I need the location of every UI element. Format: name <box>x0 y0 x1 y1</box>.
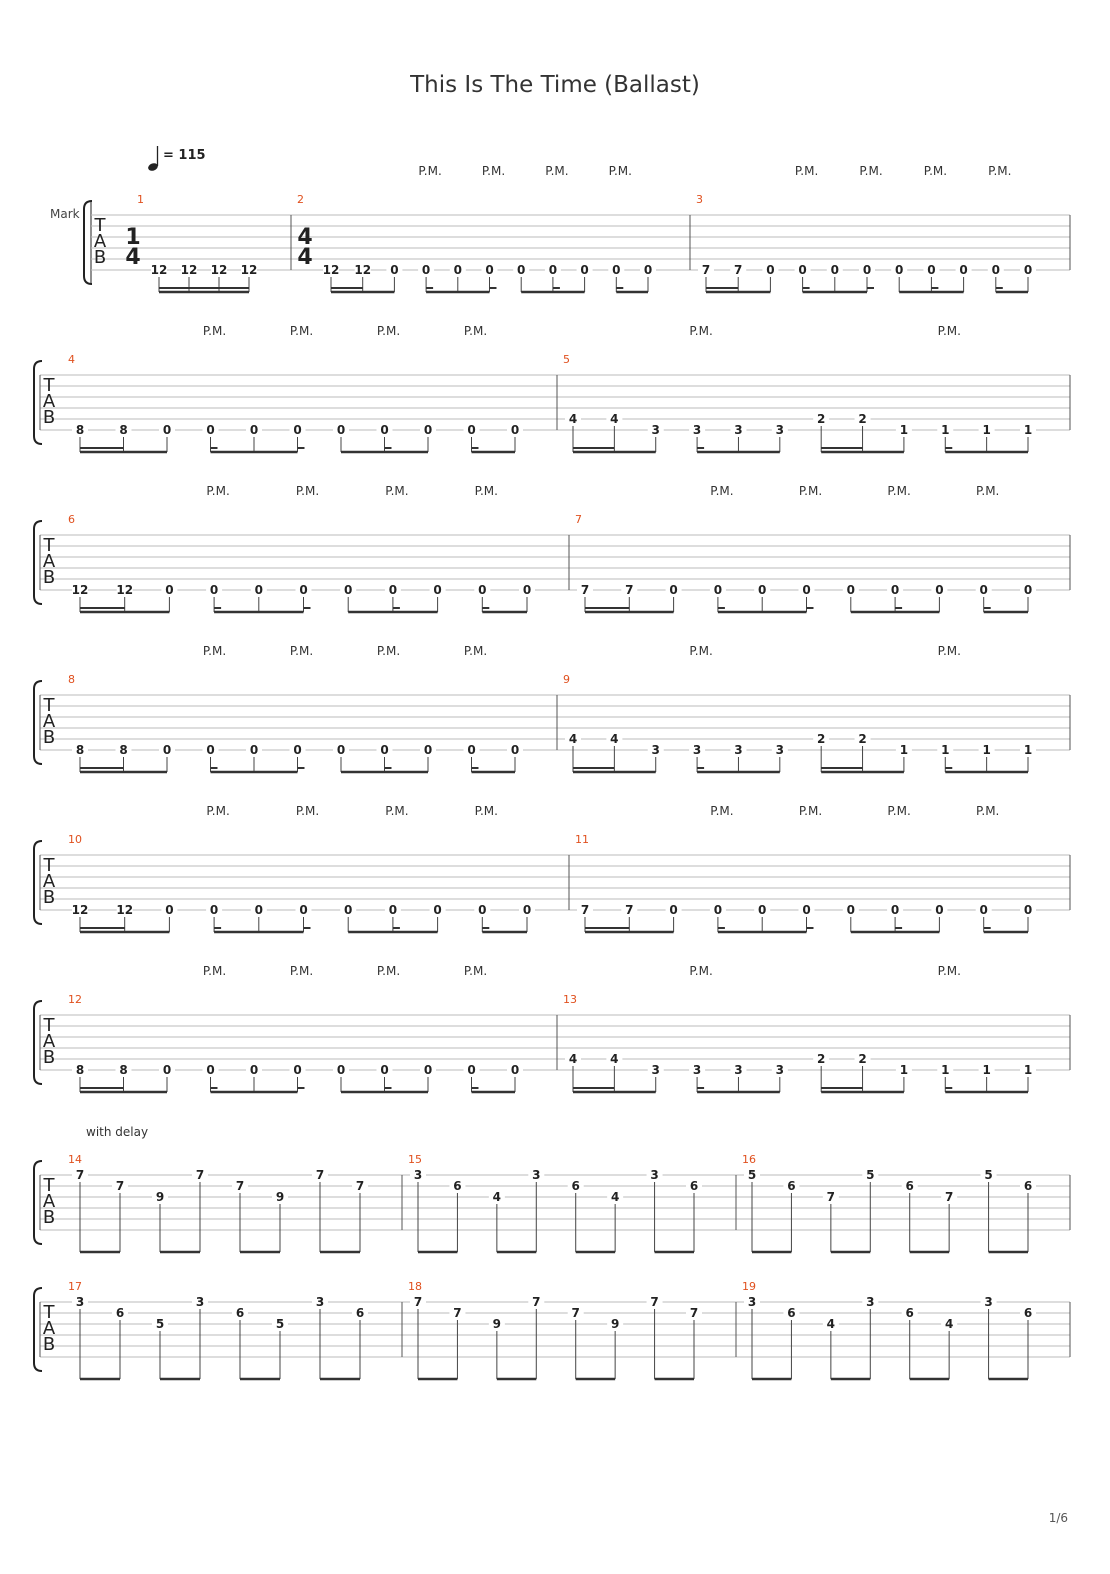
fret-number: 0 <box>830 263 839 277</box>
palm-mute-label: P.M. <box>376 644 401 658</box>
fret-number: 8 <box>119 743 128 757</box>
tempo-value: = 115 <box>163 148 206 163</box>
fret-number: 8 <box>119 423 128 437</box>
palm-mute-label: P.M. <box>608 164 632 178</box>
fret-number: 0 <box>798 263 807 277</box>
fret-number: 8 <box>119 1063 128 1077</box>
measure-number: 11 <box>575 833 589 846</box>
fret-number: 4 <box>944 1317 954 1331</box>
fret-number: 0 <box>254 903 263 917</box>
palm-mute-label: P.M. <box>206 484 230 498</box>
fret-number: 7 <box>944 1190 954 1204</box>
system-bracket <box>34 841 42 924</box>
fret-number: 3 <box>650 1168 659 1182</box>
palm-mute-label: P.M. <box>887 484 911 498</box>
fret-number: 5 <box>275 1317 285 1331</box>
palm-mute-label: P.M. <box>937 644 961 658</box>
fret-number: 0 <box>467 743 476 757</box>
tab-clef-letter: B <box>42 1334 56 1355</box>
measure-number: 2 <box>297 193 304 206</box>
tab-clef-letter: T <box>43 855 55 876</box>
tab-clef-letter: B <box>42 887 56 908</box>
fret-number: 0 <box>165 583 174 597</box>
measure-number: 17 <box>68 1280 82 1293</box>
fret-number: 0 <box>344 583 353 597</box>
fret-number: 6 <box>571 1179 580 1193</box>
fret-number: 6 <box>1023 1179 1033 1193</box>
fret-number: 9 <box>155 1190 165 1204</box>
fret-number: 1 <box>982 423 991 437</box>
fret-number: 6 <box>1023 1306 1033 1320</box>
fret-number: 1 <box>941 743 950 757</box>
fret-number: 0 <box>254 583 263 597</box>
fret-number: 4 <box>568 732 578 746</box>
system-bracket <box>34 681 42 764</box>
fret-number: 0 <box>890 903 900 917</box>
measure-number: 16 <box>742 1153 756 1166</box>
fret-number: 2 <box>817 412 826 426</box>
measure-number: 1 <box>137 193 144 206</box>
palm-mute-label: P.M. <box>710 804 734 818</box>
fret-number: 0 <box>935 583 944 597</box>
fret-number: 0 <box>522 583 532 597</box>
measure-number: 7 <box>575 513 582 526</box>
fret-number: 3 <box>651 1063 660 1077</box>
time-signature-denominator: 4 <box>125 245 141 270</box>
palm-mute-label: P.M. <box>859 164 883 178</box>
fret-number: 0 <box>206 423 215 437</box>
fret-number: 6 <box>235 1306 245 1320</box>
fret-number: 7 <box>689 1306 699 1320</box>
fret-number: 9 <box>610 1317 620 1331</box>
fret-number: 2 <box>858 412 867 426</box>
palm-mute-label: P.M. <box>295 484 320 498</box>
fret-number: 6 <box>787 1306 796 1320</box>
fret-number: 0 <box>421 263 431 277</box>
palm-mute-label: P.M. <box>887 804 911 818</box>
fret-number: 3 <box>651 423 660 437</box>
fret-number: 1 <box>899 423 909 437</box>
fret-number: 3 <box>775 423 784 437</box>
fret-number: 7 <box>580 903 590 917</box>
measure-number: 5 <box>563 353 570 366</box>
fret-number: 4 <box>610 412 619 426</box>
time-signature-numerator: 4 <box>297 225 313 250</box>
fret-number: 2 <box>817 732 826 746</box>
fret-number: 1 <box>941 1063 950 1077</box>
fret-number: 7 <box>571 1306 580 1320</box>
system-bracket <box>34 521 42 604</box>
palm-mute-label: P.M. <box>206 804 230 818</box>
palm-mute-label: P.M. <box>202 644 227 658</box>
palm-mute-label: P.M. <box>202 964 227 978</box>
fret-number: 0 <box>299 583 308 597</box>
fret-number: 0 <box>162 743 172 757</box>
fret-number: 12 <box>71 903 89 917</box>
fret-number: 1 <box>899 743 909 757</box>
fret-number: 1 <box>1023 1063 1033 1077</box>
tab-clef-letter: A <box>42 551 56 572</box>
tab-clef-letter: T <box>43 1175 55 1196</box>
fret-number: 7 <box>115 1179 125 1193</box>
tab-clef-letter: T <box>43 535 55 556</box>
fret-number: 12 <box>354 263 372 277</box>
fret-number: 7 <box>75 1168 85 1182</box>
fret-number: 2 <box>817 1052 826 1066</box>
fret-number: 6 <box>905 1179 914 1193</box>
fret-number: 0 <box>548 263 558 277</box>
palm-mute-label: P.M. <box>937 324 961 338</box>
fret-number: 7 <box>355 1179 365 1193</box>
fret-number: 0 <box>336 743 346 757</box>
fret-number: 7 <box>625 583 634 597</box>
system-bracket <box>34 1001 42 1084</box>
fret-number: 0 <box>423 743 433 757</box>
fret-number: 6 <box>689 1179 699 1193</box>
fret-number: 5 <box>155 1317 165 1331</box>
fret-number: 0 <box>580 263 589 277</box>
fret-number: 0 <box>380 1063 389 1077</box>
palm-mute-label: P.M. <box>481 164 506 178</box>
time-signature-denominator: 4 <box>297 245 313 270</box>
fret-number: 0 <box>517 263 526 277</box>
fret-number: 0 <box>467 1063 476 1077</box>
fret-number: 0 <box>293 1063 302 1077</box>
palm-mute-label: P.M. <box>289 324 314 338</box>
fret-number: 0 <box>846 583 855 597</box>
palm-mute-label: P.M. <box>289 644 314 658</box>
fret-number: 0 <box>846 903 855 917</box>
tab-clef-letter: B <box>42 407 56 428</box>
measure-number: 4 <box>68 353 75 366</box>
fret-number: 1 <box>1023 423 1033 437</box>
fret-number: 7 <box>315 1168 325 1182</box>
fret-number: 0 <box>344 903 353 917</box>
fret-number: 7 <box>580 583 590 597</box>
fret-number: 0 <box>890 583 900 597</box>
fret-number: 7 <box>195 1168 205 1182</box>
fret-number: 3 <box>692 743 702 757</box>
palm-mute-label: P.M. <box>976 804 1000 818</box>
fret-number: 3 <box>75 1295 85 1309</box>
measure-number: 10 <box>68 833 82 846</box>
fret-number: 2 <box>858 732 867 746</box>
fret-number: 0 <box>935 903 944 917</box>
fret-number: 0 <box>522 903 532 917</box>
palm-mute-label: P.M. <box>798 484 823 498</box>
fret-number: 0 <box>162 1063 172 1077</box>
fret-number: 5 <box>866 1168 875 1182</box>
fret-number: 0 <box>423 423 433 437</box>
fret-number: 0 <box>895 263 904 277</box>
fret-number: 0 <box>206 1063 215 1077</box>
fret-number: 7 <box>701 263 711 277</box>
fret-number: 9 <box>275 1190 285 1204</box>
fret-number: 0 <box>979 583 988 597</box>
palm-mute-label: P.M. <box>988 164 1012 178</box>
palm-mute-label: P.M. <box>937 964 961 978</box>
tab-clef-letter: T <box>94 215 106 236</box>
fret-number: 1 <box>1023 743 1033 757</box>
fret-number: 0 <box>467 423 476 437</box>
fret-number: 0 <box>669 903 678 917</box>
palm-mute-label: P.M. <box>463 644 488 658</box>
fret-number: 2 <box>858 1052 867 1066</box>
fret-number: 12 <box>240 263 258 277</box>
tab-clef-letter: A <box>42 871 56 892</box>
fret-number: 3 <box>315 1295 325 1309</box>
fret-number: 0 <box>478 903 487 917</box>
fret-number: 0 <box>991 263 1000 277</box>
fret-number: 3 <box>984 1295 993 1309</box>
tab-clef-letter: A <box>42 1031 56 1052</box>
time-signature-numerator: 1 <box>125 225 141 250</box>
fret-number: 8 <box>75 423 85 437</box>
fret-number: 6 <box>115 1306 125 1320</box>
page-number: 1/6 <box>1048 1511 1068 1525</box>
fret-number: 7 <box>625 903 634 917</box>
fret-number: 3 <box>532 1168 541 1182</box>
system-bracket <box>34 1161 42 1244</box>
fret-number: 0 <box>380 423 389 437</box>
fret-number: 0 <box>485 263 494 277</box>
tab-clef-letter: A <box>42 391 56 412</box>
measure-number: 12 <box>68 993 82 1006</box>
fret-number: 0 <box>713 903 723 917</box>
fret-number: 0 <box>336 423 346 437</box>
fret-number: 0 <box>802 583 811 597</box>
fret-number: 1 <box>982 1063 991 1077</box>
tab-clef-letter: B <box>93 247 107 268</box>
palm-mute-label: P.M. <box>794 164 819 178</box>
fret-number: 0 <box>249 1063 259 1077</box>
measure-number: 14 <box>68 1153 82 1166</box>
fret-number: 0 <box>959 263 968 277</box>
fret-number: 3 <box>747 1295 757 1309</box>
palm-mute-label: P.M. <box>463 964 488 978</box>
fret-number: 12 <box>71 583 89 597</box>
fret-number: 0 <box>1023 263 1033 277</box>
fret-number: 0 <box>209 903 219 917</box>
fret-number: 7 <box>235 1179 245 1193</box>
fret-number: 0 <box>927 263 936 277</box>
palm-mute-label: P.M. <box>202 324 227 338</box>
tab-clef-letter: A <box>42 1191 56 1212</box>
fret-number: 0 <box>388 903 398 917</box>
fret-number: 3 <box>775 1063 784 1077</box>
tab-clef-letter: T <box>43 1015 55 1036</box>
fret-number: 0 <box>643 263 653 277</box>
palm-mute-label: P.M. <box>418 164 442 178</box>
fret-number: 0 <box>162 423 172 437</box>
fret-number: 0 <box>510 743 520 757</box>
palm-mute-label: P.M. <box>376 324 401 338</box>
tab-clef-letter: A <box>93 231 107 252</box>
fret-number: 8 <box>75 743 85 757</box>
fret-number: 0 <box>299 903 308 917</box>
fret-number: 0 <box>209 583 219 597</box>
fret-number: 0 <box>388 583 398 597</box>
palm-mute-label: P.M. <box>923 164 948 178</box>
palm-mute-label: P.M. <box>463 324 488 338</box>
measure-number: 8 <box>68 673 75 686</box>
fret-number: 0 <box>433 583 442 597</box>
fret-number: 1 <box>941 423 950 437</box>
system-bracket <box>34 1288 42 1371</box>
fret-number: 0 <box>293 423 302 437</box>
tab-clef-letter: B <box>42 1207 56 1228</box>
palm-mute-label: P.M. <box>385 484 409 498</box>
fret-number: 0 <box>862 263 872 277</box>
palm-mute-label: P.M. <box>689 964 713 978</box>
tab-clef-letter: B <box>42 727 56 748</box>
fret-number: 12 <box>150 263 168 277</box>
palm-mute-label: P.M. <box>376 964 401 978</box>
fret-number: 6 <box>787 1179 796 1193</box>
fret-number: 1 <box>899 1063 909 1077</box>
fret-number: 3 <box>195 1295 205 1309</box>
song-title: This Is The Time (Ballast) <box>410 72 700 98</box>
fret-number: 6 <box>453 1179 462 1193</box>
palm-mute-label: P.M. <box>689 644 713 658</box>
fret-number: 0 <box>165 903 174 917</box>
fret-number: 12 <box>180 263 198 277</box>
fret-number: 8 <box>75 1063 85 1077</box>
system-bracket <box>34 361 42 444</box>
fret-number: 0 <box>1023 903 1033 917</box>
fret-number: 3 <box>692 1063 702 1077</box>
fret-number: 0 <box>758 903 767 917</box>
fret-number: 3 <box>866 1295 875 1309</box>
measure-number: 9 <box>563 673 570 686</box>
fret-number: 0 <box>510 1063 520 1077</box>
fret-number: 0 <box>249 743 259 757</box>
measure-number: 19 <box>742 1280 756 1293</box>
fret-number: 7 <box>650 1295 659 1309</box>
palm-mute-label: P.M. <box>710 484 734 498</box>
track-name: Mark <box>50 207 80 221</box>
fret-number: 0 <box>390 263 399 277</box>
fret-number: 0 <box>293 743 302 757</box>
fret-number: 0 <box>453 263 462 277</box>
fret-number: 4 <box>610 1190 620 1204</box>
palm-mute-label: P.M. <box>295 804 320 818</box>
fret-number: 0 <box>979 903 988 917</box>
fret-number: 0 <box>423 1063 433 1077</box>
fret-number: 6 <box>905 1306 914 1320</box>
measure-number: 18 <box>408 1280 422 1293</box>
fret-number: 7 <box>826 1190 836 1204</box>
palm-mute-label: P.M. <box>798 804 823 818</box>
tab-clef-letter: T <box>43 1302 55 1323</box>
fret-number: 1 <box>982 743 991 757</box>
tab-clef-letter: B <box>42 567 56 588</box>
measure-number: 3 <box>696 193 703 206</box>
fret-number: 3 <box>413 1168 423 1182</box>
fret-number: 3 <box>734 423 743 437</box>
fret-number: 0 <box>206 743 215 757</box>
tab-clef-letter: B <box>42 1047 56 1068</box>
fret-number: 0 <box>433 903 442 917</box>
fret-number: 5 <box>747 1168 757 1182</box>
palm-mute-label: P.M. <box>385 804 409 818</box>
fret-number: 4 <box>568 1052 578 1066</box>
palm-mute-label: P.M. <box>976 484 1000 498</box>
fret-number: 4 <box>610 1052 619 1066</box>
fret-number: 7 <box>734 263 743 277</box>
fret-number: 12 <box>210 263 228 277</box>
fret-number: 3 <box>775 743 784 757</box>
fret-number: 3 <box>734 743 743 757</box>
fret-number: 9 <box>492 1317 502 1331</box>
fret-number: 6 <box>355 1306 365 1320</box>
fret-number: 3 <box>734 1063 743 1077</box>
fret-number: 0 <box>669 583 678 597</box>
fret-number: 7 <box>532 1295 541 1309</box>
tab-clef-letter: T <box>43 375 55 396</box>
fret-number: 4 <box>826 1317 836 1331</box>
measure-number: 6 <box>68 513 75 526</box>
fret-number: 0 <box>766 263 775 277</box>
fret-number: 3 <box>692 423 702 437</box>
fret-number: 4 <box>568 412 578 426</box>
fret-number: 0 <box>802 903 811 917</box>
palm-mute-label: P.M. <box>689 324 713 338</box>
fret-number: 0 <box>612 263 621 277</box>
palm-mute-label: P.M. <box>474 484 498 498</box>
fret-number: 0 <box>713 583 723 597</box>
fret-number: 3 <box>651 743 660 757</box>
fret-number: 7 <box>453 1306 462 1320</box>
fret-number: 0 <box>249 423 259 437</box>
fret-number: 12 <box>116 583 134 597</box>
measure-number: 15 <box>408 1153 422 1166</box>
fret-number: 0 <box>510 423 520 437</box>
fret-number: 12 <box>322 263 340 277</box>
fret-number: 0 <box>758 583 767 597</box>
annotation-with-delay: with delay <box>86 1125 149 1139</box>
tab-clef-letter: T <box>43 695 55 716</box>
palm-mute-label: P.M. <box>289 964 314 978</box>
measure-number: 13 <box>563 993 577 1006</box>
fret-number: 7 <box>413 1295 423 1309</box>
fret-number: 0 <box>478 583 487 597</box>
palm-mute-label: P.M. <box>474 804 498 818</box>
fret-number: 0 <box>1023 583 1033 597</box>
fret-number: 4 <box>610 732 619 746</box>
fret-number: 0 <box>380 743 389 757</box>
fret-number: 5 <box>984 1168 993 1182</box>
palm-mute-label: P.M. <box>545 164 569 178</box>
fret-number: 12 <box>116 903 134 917</box>
tab-clef-letter: A <box>42 1318 56 1339</box>
fret-number: 4 <box>492 1190 502 1204</box>
tab-clef-letter: A <box>42 711 56 732</box>
fret-number: 0 <box>336 1063 346 1077</box>
